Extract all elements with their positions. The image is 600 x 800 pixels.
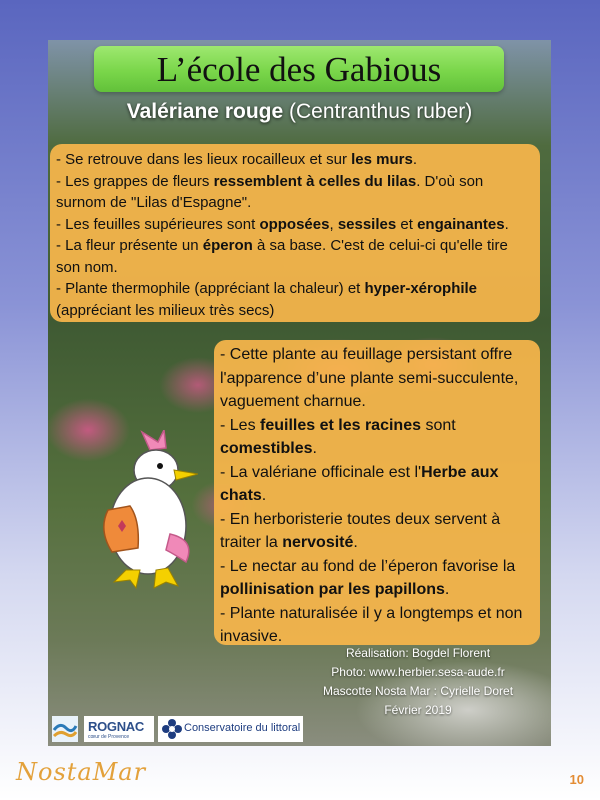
fact-line bbox=[56, 192, 534, 214]
rognac-logo-subtext: cœur de Provence bbox=[88, 734, 130, 740]
fact-emphasis: sessiles bbox=[337, 215, 397, 233]
nostamar-signature: NostaMar bbox=[16, 758, 147, 786]
fact-emphasis: nervosité bbox=[282, 534, 354, 551]
rognac-logo-text: ROGNAC bbox=[88, 719, 144, 734]
credit-line: Photo: www.herbier.sesa-aude.fr bbox=[331, 665, 505, 679]
fact-text: - Plante thermophile (appréciant la chaleur) et bbox=[56, 280, 365, 297]
partner-logo-wave-icon bbox=[52, 716, 78, 742]
fact-text: à sa base. C'est de celui-ci qu'elle tire bbox=[252, 237, 508, 254]
fact-text: . D'où son bbox=[416, 172, 484, 190]
fact-text: et bbox=[396, 215, 418, 233]
fact-emphasis: chats bbox=[220, 487, 262, 504]
fact-line bbox=[56, 278, 534, 300]
fact-text: traiter la bbox=[220, 534, 283, 551]
plant-common-name: Valériane rouge bbox=[126, 100, 284, 123]
conservatoire-logo-text: Conservatoire du littoral bbox=[184, 722, 301, 734]
fact-line bbox=[220, 343, 534, 367]
fact-emphasis: ressemblent à celles du lilas bbox=[213, 172, 417, 190]
plant-latin-name: (Centranthus ruber) bbox=[289, 100, 473, 123]
fact-text: - Le nectar au fond de l’éperon favorise la bbox=[220, 557, 516, 575]
fact-line bbox=[220, 461, 534, 485]
credit-line: Février 2019 bbox=[384, 703, 452, 717]
fact-text: (appréciant les milieux très secs) bbox=[56, 301, 275, 319]
fact-line bbox=[56, 257, 534, 279]
fact-line bbox=[220, 414, 534, 438]
fact-line bbox=[56, 171, 534, 193]
fact-text: sont bbox=[421, 416, 456, 434]
fact-emphasis: opposées bbox=[259, 215, 330, 233]
conservatoire-flower-icon bbox=[162, 719, 182, 739]
fact-line bbox=[220, 484, 534, 508]
fact-text: vaguement charnue. bbox=[220, 393, 366, 410]
facts-box-bottom bbox=[214, 340, 540, 645]
fact-text: . bbox=[353, 534, 358, 551]
fact-line bbox=[220, 437, 534, 461]
fact-line bbox=[220, 367, 534, 391]
fact-line bbox=[56, 300, 534, 322]
fact-text: - Les grappes de fleurs bbox=[56, 172, 214, 190]
fact-emphasis: hyper-xérophile bbox=[364, 280, 478, 297]
page-number: 10 bbox=[569, 772, 584, 787]
poster bbox=[48, 40, 551, 746]
rognac-logo bbox=[84, 716, 154, 742]
fact-emphasis: éperon bbox=[202, 237, 253, 254]
fact-text: son nom. bbox=[56, 258, 118, 276]
fact-line bbox=[220, 390, 534, 414]
fact-line bbox=[220, 555, 534, 579]
fact-line bbox=[220, 531, 534, 555]
fact-text: . bbox=[504, 215, 509, 233]
fact-text: - Se retrouve dans les lieux rocailleux et sur bbox=[56, 151, 352, 168]
fact-emphasis: Herbe aux bbox=[421, 463, 499, 481]
fact-text: . bbox=[261, 487, 267, 504]
title-banner bbox=[94, 46, 504, 92]
fact-line bbox=[56, 214, 534, 236]
fact-emphasis: feuilles et les racines bbox=[260, 416, 421, 434]
conservatoire-logo bbox=[158, 716, 303, 742]
fact-text: - La valériane officinale est l' bbox=[220, 463, 422, 481]
credit-line: Réalisation: Bogdel Florent bbox=[345, 646, 491, 660]
fact-text: surnom de "Lilas d'Espagne". bbox=[56, 194, 252, 211]
fact-text: - Cette plante au feuillage persistant offre bbox=[220, 346, 513, 363]
fact-emphasis: engainantes bbox=[417, 215, 505, 233]
fact-emphasis: comestibles bbox=[220, 440, 313, 457]
credits bbox=[308, 644, 528, 720]
fact-text: - Les bbox=[220, 416, 261, 434]
fact-line bbox=[220, 602, 534, 626]
fact-text: , bbox=[329, 215, 338, 233]
seagull-mascot-icon bbox=[78, 430, 198, 595]
fact-line bbox=[220, 508, 534, 532]
facts-box-top bbox=[50, 144, 540, 322]
plant-name bbox=[48, 100, 551, 124]
fact-text: . bbox=[312, 440, 317, 457]
fact-line bbox=[56, 149, 534, 171]
fact-text: . bbox=[412, 151, 418, 168]
fact-text: - La fleur présente un bbox=[56, 237, 203, 254]
credit-line: Mascotte Nosta Mar : Cyrielle Doret bbox=[322, 684, 514, 698]
fact-emphasis: les murs bbox=[351, 151, 413, 168]
page-title: L’école des Gabious bbox=[156, 50, 442, 89]
fact-line bbox=[220, 578, 534, 602]
fact-text: - En herboristerie toutes deux servent à bbox=[220, 510, 501, 528]
fact-text: . bbox=[444, 581, 450, 598]
fact-text: - Les feuilles supérieures sont bbox=[56, 215, 260, 233]
fact-text: l'apparence d’une plante semi-succulente, bbox=[220, 369, 519, 387]
fact-text: invasive. bbox=[220, 628, 283, 645]
fact-text: - Plante naturalisée il y a longtemps et non bbox=[220, 604, 523, 622]
fact-line bbox=[56, 235, 534, 257]
fact-emphasis: pollinisation par les papillons bbox=[220, 581, 445, 598]
